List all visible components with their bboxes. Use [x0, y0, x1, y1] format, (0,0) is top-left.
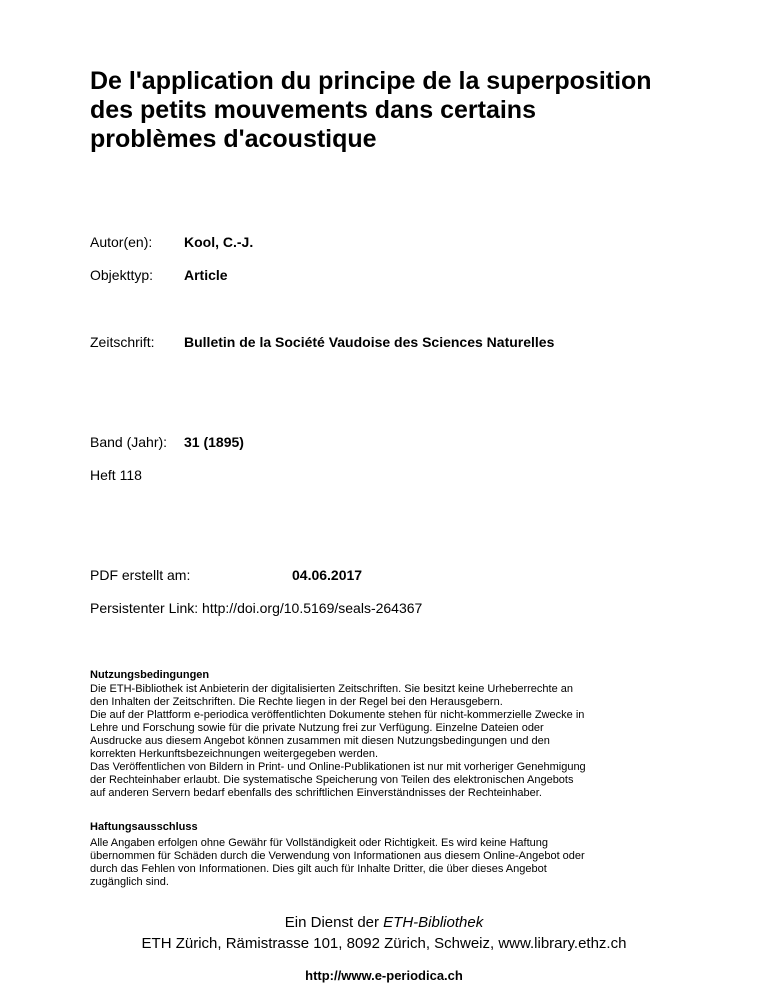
volume-label: Band (Jahr): — [90, 434, 168, 450]
disclaimer-body — [90, 837, 690, 889]
pdf-created-date: 04.06.2017 — [292, 567, 363, 583]
persistent-link[interactable]: Persistenter Link: http://doi.org/10.5169/seals-264367 — [90, 600, 423, 616]
issue-number: Heft 118 — [90, 467, 142, 483]
terms-line: der Rechteinhaber erlaubt. Die systematische Speicherung von Teilen des elektronischen Angebots — [90, 774, 574, 786]
terms-line: Das Veröffentlichen von Bildern in Print- und Online-Publikationen ist nur mit vorheriger Genehmigung — [90, 761, 586, 773]
page-title — [90, 67, 710, 154]
title-line: De l'application du principe de la superposition — [90, 67, 652, 95]
author-label: Autor(en): — [90, 234, 153, 250]
terms-line: Die ETH-Bibliothek ist Anbieterin der digitalisierten Zeitschriften. Sie besitzt keine Urheberrechte an — [90, 683, 574, 695]
terms-line: den Inhalten der Zeitschriften. Die Rechte liegen in der Regel bei den Herausgebern. — [90, 696, 503, 708]
pdf-created-label: PDF erstellt am: — [90, 567, 191, 583]
terms-body — [90, 683, 690, 800]
title-line: des petits mouvements dans certains — [90, 96, 536, 124]
terms-heading: Nutzungsbedingungen — [90, 669, 210, 681]
volume-value: 31 (1895) — [184, 434, 244, 450]
footer-service-prefix: Ein Dienst der — [284, 914, 384, 931]
disclaimer-line: durch das Fehlen von Informationen. Dies gilt auch für Inhalte Dritter, die über dieses Angebot — [90, 863, 547, 875]
footer-address: ETH Zürich, Rämistrasse 101, 8092 Zürich, Schweiz, www.library.ethz.ch — [141, 935, 627, 952]
terms-line: Lehre und Forschung sowie für die private Nutzung frei zur Verfügung. Einzelne Dateien oder — [90, 722, 544, 734]
disclaimer-line: übernommen für Schäden durch die Verwendung von Informationen aus diesem Online-Angebot oder — [90, 850, 585, 862]
disclaimer-line: Alle Angaben erfolgen ohne Gewähr für Vollständigkeit oder Richtigkeit. Es wird keine Haftung — [90, 837, 548, 849]
disclaimer-heading: Haftungsausschluss — [90, 821, 198, 833]
disclaimer-line: zugänglich sind. — [90, 876, 169, 888]
author-value: Kool, C.-J. — [184, 234, 254, 250]
terms-line: auf anderen Servern bedarf ebenfalls des schriftlichen Einverständnisses der Rechteinhaber. — [90, 787, 542, 799]
terms-line: Ausdrucke aus diesem Angebot können zusammen mit diesen Nutzungsbedingungen und den — [90, 735, 550, 747]
footer-url-link[interactable]: http://www.e-periodica.ch — [305, 968, 463, 983]
type-value: Article — [184, 267, 228, 283]
terms-line: korrekten Herkunftsbezeichnungen weitergegeben werden. — [90, 748, 379, 760]
type-label: Objekttyp: — [90, 267, 154, 283]
footer-service-name: ETH-Bibliothek — [383, 914, 484, 931]
journal-label: Zeitschrift: — [90, 334, 155, 350]
footer-service — [0, 914, 768, 931]
title-line: problèmes d'acoustique — [90, 125, 377, 153]
journal-value: Bulletin de la Société Vaudoise des Sciences Naturelles — [184, 334, 555, 350]
terms-line: Die auf der Plattform e-periodica veröffentlichten Dokumente stehen für nicht-kommerzielle Zwecke in — [90, 709, 585, 721]
